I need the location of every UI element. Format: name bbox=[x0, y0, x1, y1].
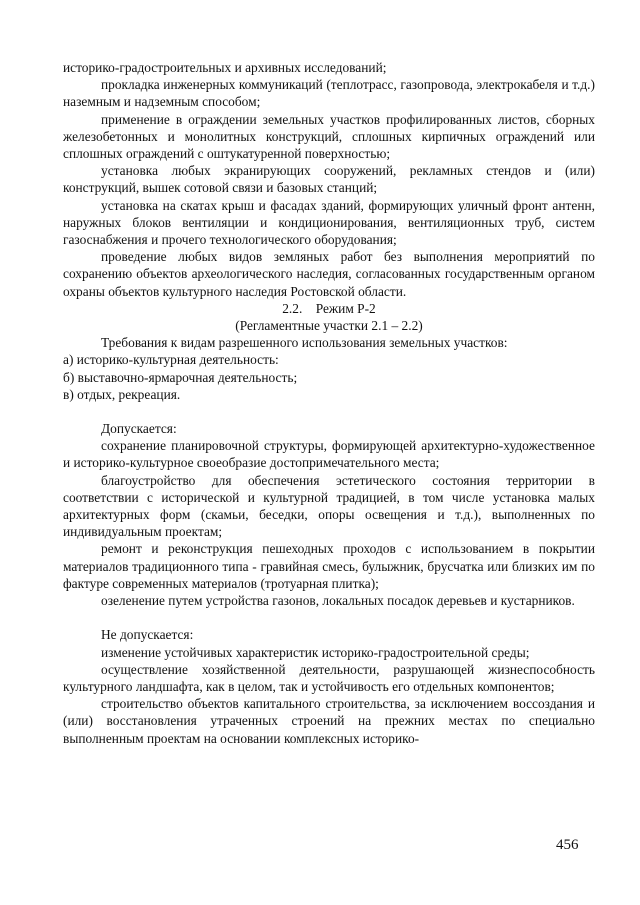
paragraph: проведение любых видов земляных работ без выполнения мероприятий по сохранению объектов археологического наследия, согласованных государственным органом охраны объектов культурного наследия Ростовской области. bbox=[63, 249, 595, 299]
uses-intro: Требования к видам разрешенного использования земельных участков: bbox=[101, 335, 508, 351]
allowed-item: озеленение путем устройства газонов, локальных посадок деревьев и кустарников. bbox=[101, 593, 575, 609]
not-allowed-item: осуществление хозяйственной деятельности, разрушающей жизнеспособность культурного ландшафта, как в целом, так и устойчивость его отдельных компонентов; bbox=[63, 661, 595, 694]
allowed-heading: Допускается: bbox=[101, 421, 177, 437]
paragraph: установка любых экранирующих сооружений, рекламных стендов и (или) конструкций, вышек сотовой связи и базовых станций; bbox=[63, 163, 595, 196]
uses-item: в) отдых, рекреация. bbox=[63, 386, 181, 402]
not-allowed-item: изменение устойчивых характеристик историко-градостроительной среды; bbox=[101, 644, 530, 660]
spacer bbox=[63, 609, 595, 626]
not-allowed-item: строительство объектов капитального строительства, за исключением воссоздания и (или) восстановления утраченных строений на прежних местах по специально выполненным проектам на основании комплексных историко- bbox=[63, 696, 595, 746]
allowed-item: благоустройство для обеспечения эстетического состояния территории в соответствии с исторической и культурной традицией, в том числе установка малых архитектурных форм (скамьи, беседки, опоры освещения и т.д.), выполненных по индивидуальным проектам; bbox=[63, 472, 595, 540]
paragraph: прокладка инженерных коммуникаций (теплотрасс, газопровода, электрокабеля и т.д.) наземным и надземным способом; bbox=[63, 77, 595, 110]
page-number: 456 bbox=[556, 837, 579, 853]
uses-item: б) выставочно-ярмарочная деятельность; bbox=[63, 369, 298, 385]
uses-item: а) историко-культурная деятельность: bbox=[63, 352, 279, 368]
page-content bbox=[63, 59, 595, 747]
spacer bbox=[63, 403, 595, 420]
allowed-item: сохранение планировочной структуры, формирующей архитектурно-художественное и историко-культурное своеобразие достопримечательного места; bbox=[63, 438, 595, 471]
paragraph: установка на скатах крыш и фасадах зданий, формирующих уличный фронт антенн, наружных блоков вентиляции и кондиционирования, вентиляционных труб, систем газоснабжения и прочего технологического оборудования; bbox=[63, 197, 595, 248]
paragraph: применение в ограждении земельных участков профилированных листов, сборных железобетонных и монолитных конструкций, сплошных кирпичных ограждений или сплошных ограждений с оштукатуренной поверхностью; bbox=[63, 111, 595, 162]
paragraph: историко-градостроительных и архивных исследований; bbox=[63, 60, 387, 75]
section-heading: 2.2. Режим Р-2 bbox=[282, 300, 376, 316]
section-subheading: (Регламентные участки 2.1 – 2.2) bbox=[235, 318, 423, 334]
allowed-item: ремонт и реконструкция пешеходных проходов с использованием в покрытии материалов традиционного типа - гравийная смесь, булыжник, брусчатка или близких им по фактуре современных материалов (тротуарная плитка); bbox=[63, 541, 595, 591]
not-allowed-heading: Не допускается: bbox=[101, 627, 194, 643]
